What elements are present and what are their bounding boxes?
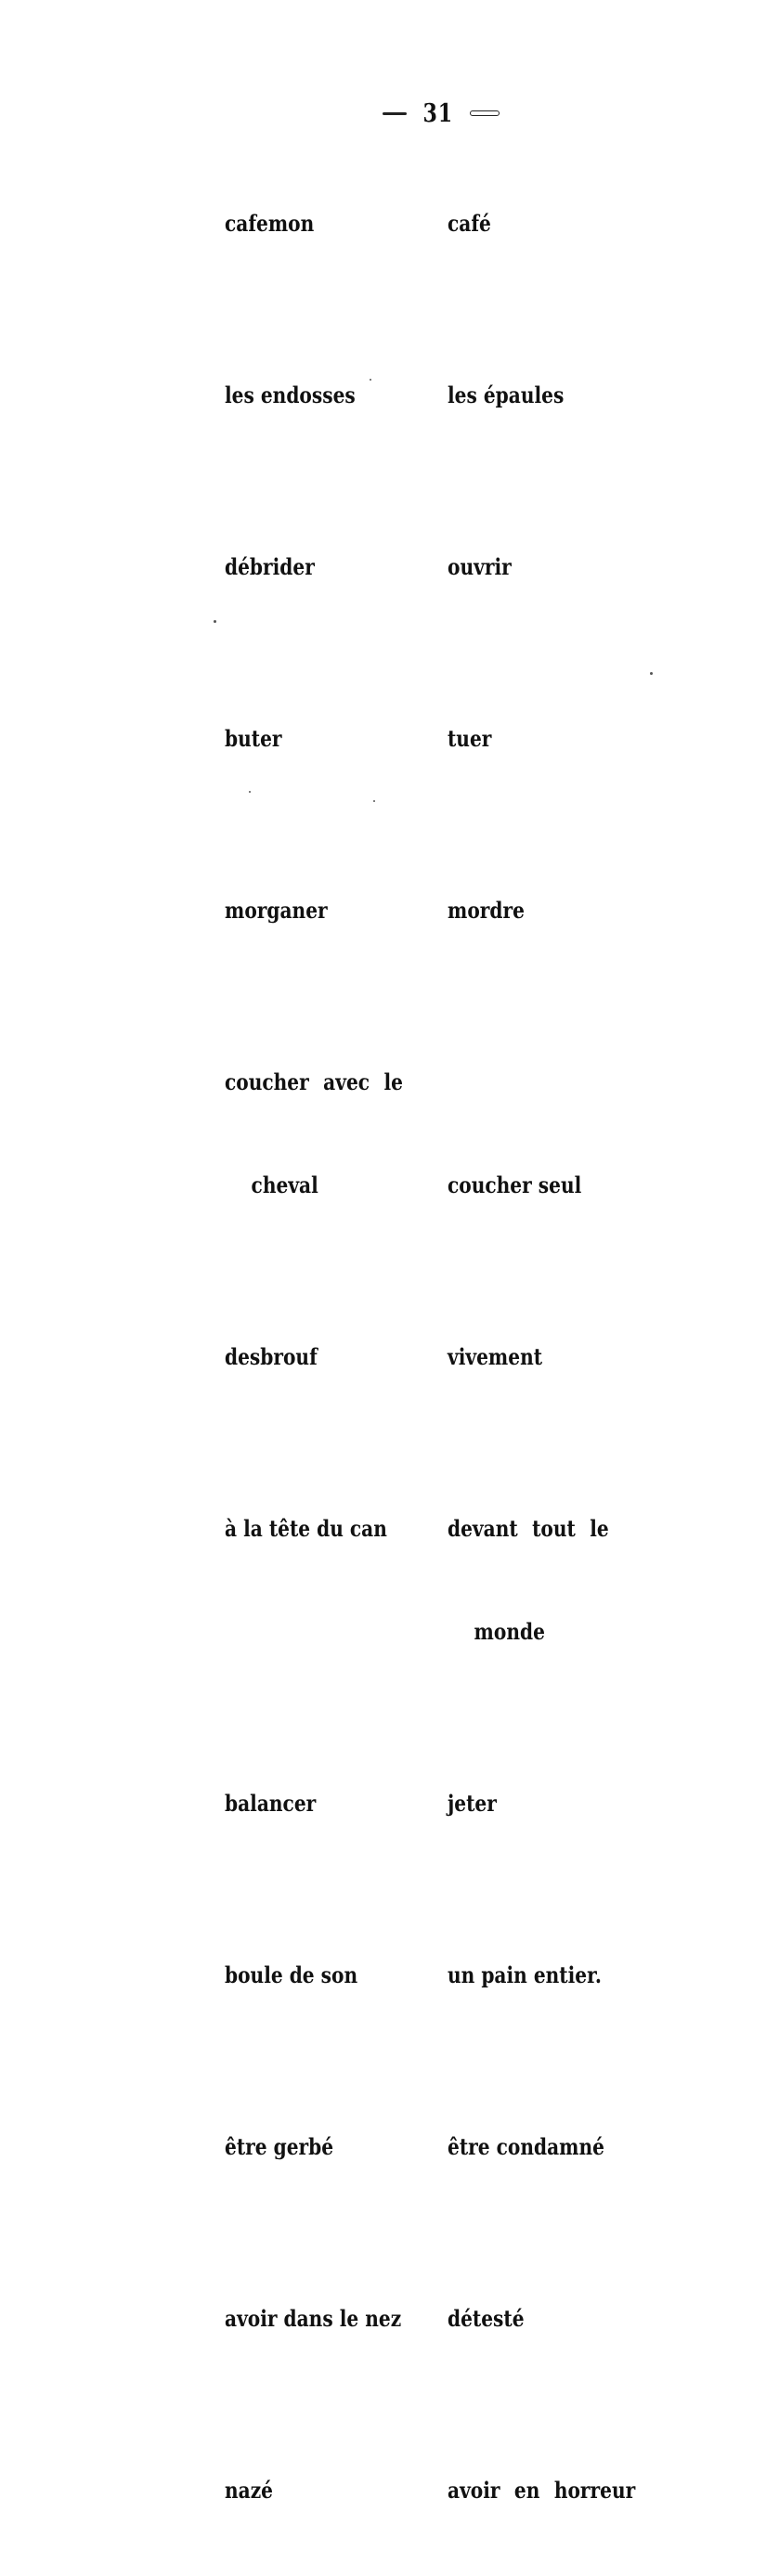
print-speck	[370, 379, 371, 381]
glossary-row	[225, 653, 661, 824]
definition: vivement	[448, 1343, 543, 1370]
slang-term: coucher avec le cheval	[225, 1068, 403, 1198]
slang-term: buter	[225, 725, 282, 752]
glossary-row	[225, 1889, 661, 2061]
glossary-row	[225, 1271, 661, 1443]
glossary-row	[225, 2233, 661, 2404]
page-header	[371, 97, 511, 130]
definition: un pain entier.	[448, 1961, 602, 1988]
definition: être condamné	[448, 2133, 604, 2160]
print-speck	[373, 800, 375, 802]
slang-term: avoir dans le nez	[225, 2305, 402, 2332]
slang-term: débrider	[225, 553, 315, 580]
definition: les épaules	[448, 382, 565, 408]
slang-term: morganer	[225, 897, 328, 924]
definition: mordre	[448, 897, 525, 924]
glossary-row	[225, 2061, 661, 2233]
definition: café	[448, 210, 491, 237]
right-dash-ornament	[470, 110, 500, 116]
slang-term: desbrouf	[225, 1343, 318, 1370]
slang-term: boule de son	[225, 1961, 358, 1988]
glossary-row	[225, 996, 661, 1271]
slang-term: balancer	[225, 1790, 317, 1817]
slang-term: à la tête du can	[225, 1515, 387, 1542]
glossary-row	[225, 309, 661, 481]
glossary-row	[225, 137, 661, 309]
glossary-list	[225, 137, 661, 2576]
definition: devant tout le monde	[448, 1515, 609, 1645]
slang-term: les endosses	[225, 382, 356, 408]
definition: tuer	[448, 725, 492, 752]
glossary-row	[225, 481, 661, 653]
slang-term: cafemon	[225, 210, 315, 237]
page-number: 31	[422, 98, 454, 128]
slang-term: être gerbé	[225, 2133, 334, 2160]
definition: ouvrir	[448, 553, 512, 580]
glossary-row	[225, 824, 661, 996]
definition: jeter	[448, 1790, 497, 1817]
definition: coucher seul	[448, 1171, 582, 1198]
glossary-row	[225, 1443, 661, 1717]
definition: avoir en horreur	[448, 2477, 636, 2504]
print-speck	[650, 672, 653, 675]
print-speck	[249, 791, 251, 793]
slang-term: nazé	[225, 2477, 274, 2504]
glossary-row	[225, 1717, 661, 1889]
glossary-row	[225, 2404, 661, 2576]
print-speck	[214, 620, 216, 623]
left-dash-ornament	[383, 112, 407, 115]
definition: détesté	[448, 2305, 525, 2332]
